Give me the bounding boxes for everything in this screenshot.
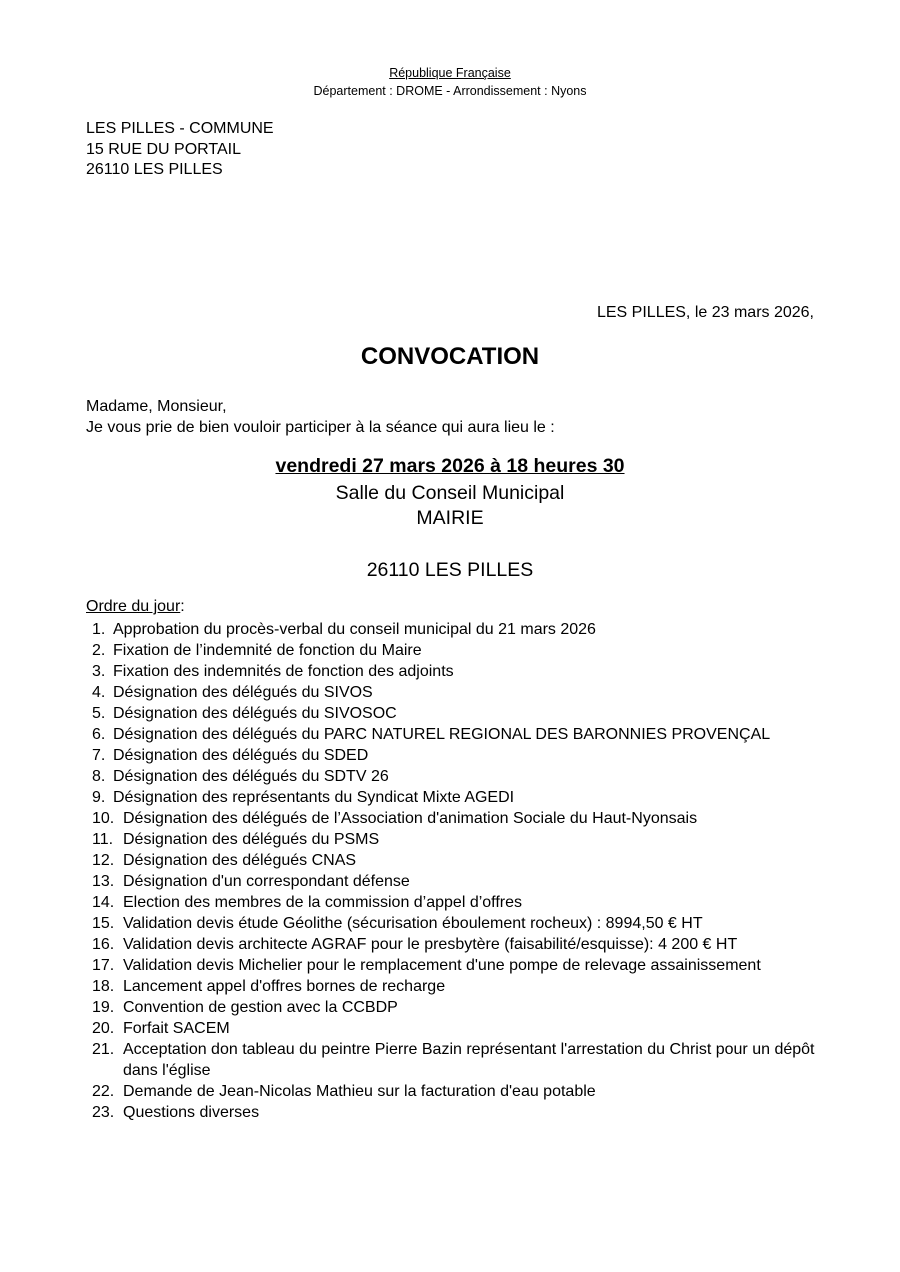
agenda-item-text: Fixation de l’indemnité de fonction du Maire (113, 642, 422, 659)
agenda-item-text: Acceptation don tableau du peintre Pierre Bazin représentant l'arrestation du Christ pour un dépôt dans l'église (123, 1041, 815, 1079)
agenda-item-number: 19. (92, 999, 115, 1016)
meeting-datetime: vendredi 27 mars 2026 à 18 heures 30 (275, 455, 625, 477)
agenda-title-text: Ordre du jour (86, 598, 181, 615)
sender-line-1: LES PILLES - COMMUNE (86, 120, 274, 137)
agenda-item (86, 745, 826, 766)
agenda-item (86, 682, 826, 703)
agenda-item (86, 1018, 826, 1039)
agenda-item (86, 661, 826, 682)
meeting-room: Salle du Conseil Municipal (335, 482, 565, 504)
place-date: LES PILLES, le 23 mars 2026, (596, 304, 814, 321)
invitation-text: Je vous prie de bien vouloir participer à la séance qui aura lieu le : (86, 418, 555, 436)
agenda-item-text: Désignation des délégués du PSMS (123, 831, 380, 848)
agenda-item-text: Validation devis étude Géolithe (sécurisation éboulement rocheux) : 8994,50 € HT (123, 915, 703, 932)
agenda-item (86, 619, 826, 640)
agenda-item-number: 11. (92, 831, 114, 848)
agenda-item-text: Questions diverses (123, 1104, 260, 1121)
meeting-building: MAIRIE (416, 507, 484, 529)
republic-header: République Française (389, 66, 511, 80)
agenda-item (86, 1039, 826, 1081)
agenda-item-text: Lancement appel d'offres bornes de recharge (123, 978, 446, 995)
agenda-item (86, 766, 826, 787)
agenda-item-text: Désignation des délégués CNAS (123, 852, 357, 869)
agenda-item (86, 808, 826, 829)
agenda-item-number: 8. (92, 768, 106, 785)
sender-line-3: 26110 LES PILLES (86, 161, 223, 178)
agenda-item-number: 21. (92, 1041, 115, 1058)
agenda-item-text: Demande de Jean-Nicolas Mathieu sur la facturation d'eau potable (123, 1083, 596, 1100)
agenda-item-number: 4. (92, 684, 106, 701)
agenda-item-text: Validation devis Michelier pour le remplacement d'une pompe de relevage assainissement (123, 957, 761, 974)
agenda-item-text: Election des membres de la commission d’appel d’offres (123, 894, 523, 911)
agenda-item-number: 1. (92, 621, 106, 638)
greeting (86, 397, 555, 438)
agenda-item-number: 10. (92, 810, 115, 827)
agenda-item-text: Validation devis architecte AGRAF pour le presbytère (faisabilité/esquisse): 4 200 € HT (123, 936, 738, 953)
agenda-item (86, 640, 826, 661)
agenda-item-number: 22. (92, 1083, 115, 1100)
agenda-title-colon: : (180, 598, 185, 615)
agenda-item-text: Approbation du procès-verbal du conseil municipal du 21 mars 2026 (113, 621, 596, 638)
agenda-item (86, 997, 826, 1018)
agenda-item-number: 15. (92, 915, 115, 932)
sender-address (86, 119, 274, 181)
agenda-item (86, 976, 826, 997)
agenda-item-text: Désignation des représentants du Syndicat Mixte AGEDI (113, 789, 515, 806)
agenda-item (86, 955, 826, 976)
agenda-item-text: Désignation des délégués du PARC NATUREL REGIONAL DES BARONNIES PROVENÇAL (113, 726, 771, 743)
meeting-city: 26110 LES PILLES (366, 559, 534, 581)
agenda-item (86, 850, 826, 871)
agenda-item-number: 16. (92, 936, 115, 953)
agenda-item (86, 787, 826, 808)
sender-line-2: 15 RUE DU PORTAIL (86, 140, 242, 158)
agenda-item-number: 13. (92, 873, 115, 890)
agenda-item-number: 2. (92, 642, 106, 659)
agenda-item-number: 3. (92, 663, 106, 680)
agenda-item-text: Désignation des délégués du SDED (113, 747, 369, 764)
agenda-item-number: 18. (92, 978, 115, 995)
agenda-item-text: Convention de gestion avec la CCBDP (123, 999, 398, 1016)
agenda-item-number: 20. (92, 1020, 115, 1037)
agenda-item-number: 14. (92, 894, 115, 911)
agenda-item-number: 9. (92, 789, 106, 806)
agenda-item-number: 17. (92, 957, 115, 974)
agenda-item (86, 892, 826, 913)
agenda-item (86, 703, 826, 724)
agenda-item-number: 5. (92, 705, 106, 722)
agenda-item (86, 913, 826, 934)
agenda-item-number: 23. (92, 1104, 115, 1121)
document-title: CONVOCATION (360, 343, 540, 370)
agenda-item-number: 12. (92, 852, 115, 869)
agenda-item (86, 724, 826, 745)
agenda-list (86, 619, 826, 1123)
agenda-item-text: Désignation d'un correspondant défense (123, 873, 410, 890)
salutation: Madame, Monsieur, (86, 398, 227, 415)
agenda-item (86, 1081, 826, 1102)
agenda-item-text: Forfait SACEM (123, 1020, 230, 1037)
agenda-item (86, 1102, 826, 1123)
agenda-item-number: 7. (92, 747, 106, 764)
agenda-item (86, 934, 826, 955)
agenda-item-text: Désignation des délégués du SIVOS (113, 684, 373, 701)
agenda-item-number: 6. (92, 726, 106, 743)
agenda-title (86, 598, 185, 616)
agenda-item-text: Fixation des indemnités de fonction des adjoints (113, 663, 454, 680)
department-line: Département : DROME - Arrondissement : Nyons (313, 84, 587, 98)
agenda-item-text: Désignation des délégués du SDTV 26 (113, 768, 389, 785)
agenda-item-text: Désignation des délégués de l’Association d'animation Sociale du Haut-Nyonsais (123, 810, 698, 827)
agenda-item-text: Désignation des délégués du SIVOSOC (113, 705, 397, 722)
agenda-item (86, 871, 826, 892)
agenda-item (86, 829, 826, 850)
